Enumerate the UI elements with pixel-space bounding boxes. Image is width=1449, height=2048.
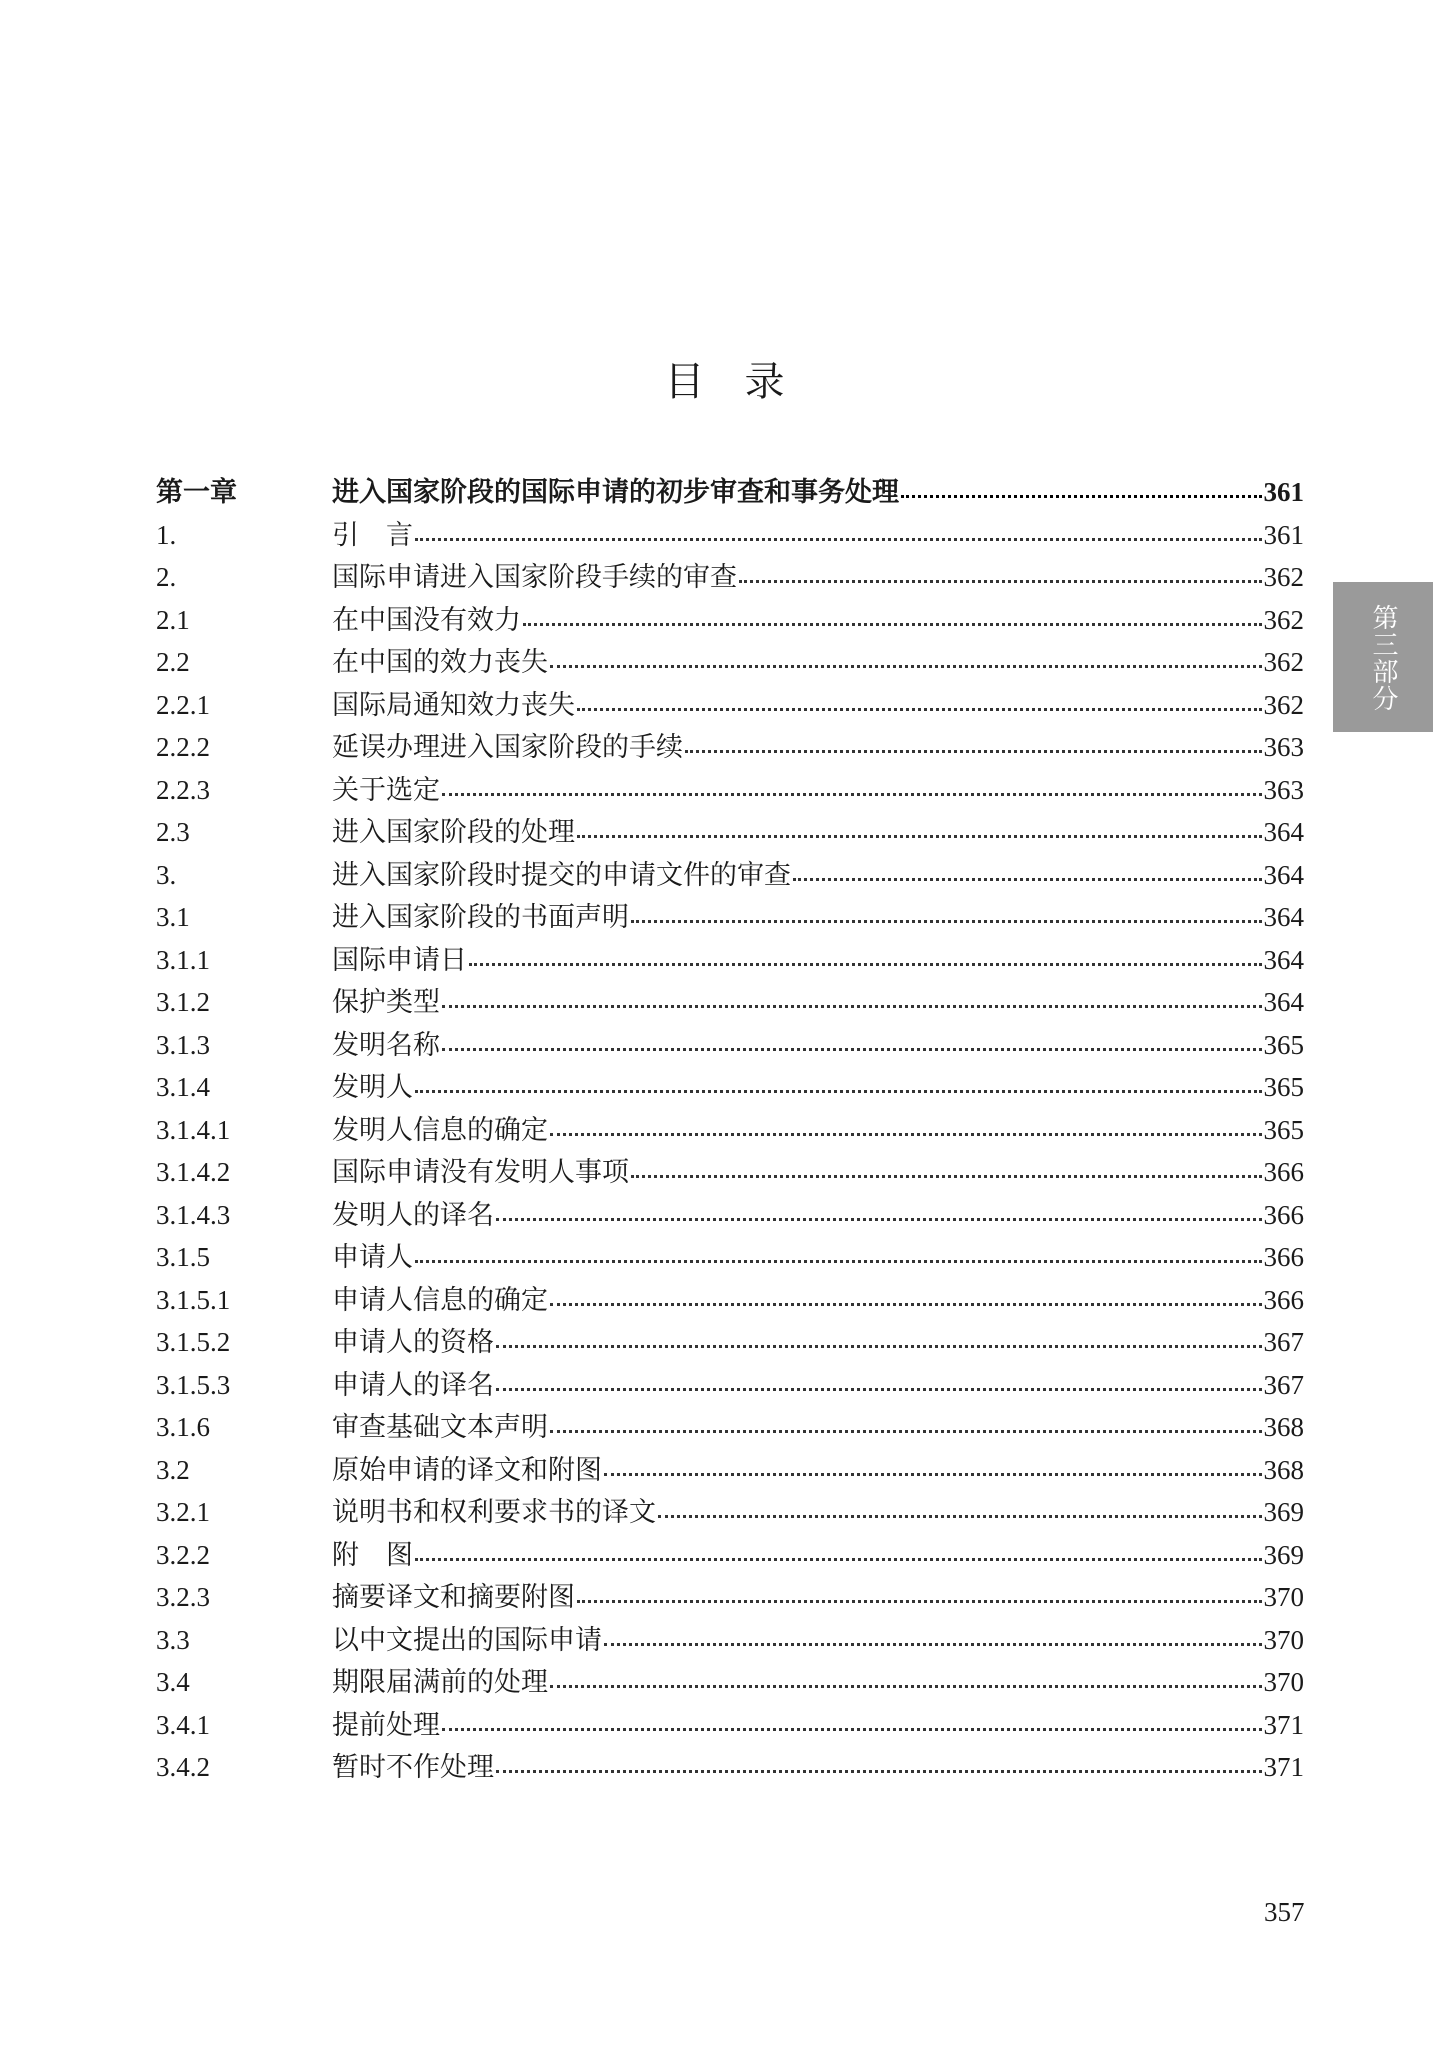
toc-dot-leader <box>901 475 1262 501</box>
toc-section-number: 3.1.5.2 <box>156 1327 231 1357</box>
toc-row[interactable] <box>156 725 1304 768</box>
toc-section-title: 国际局通知效力丧失 <box>332 689 575 721</box>
toc-section-number: 第一章 <box>156 477 237 507</box>
toc-section-number: 3.1.3 <box>156 1029 210 1060</box>
table-of-contents <box>156 470 1304 1788</box>
toc-section-number: 3.2.1 <box>156 1497 210 1527</box>
toc-dot-leader <box>415 1538 1262 1564</box>
toc-page-number: 367 <box>1263 1327 1304 1357</box>
toc-page-number: 370 <box>1263 1582 1304 1612</box>
toc-row[interactable] <box>156 1065 1304 1108</box>
toc-section-title: 发明名称 <box>332 1029 440 1061</box>
toc-dot-leader <box>496 1750 1262 1776</box>
toc-section-title: 审查基础文本声明 <box>332 1412 548 1443</box>
toc-dot-leader <box>415 1240 1262 1266</box>
toc-row[interactable] <box>156 598 1304 641</box>
toc-page-number: 364 <box>1263 987 1304 1017</box>
toc-section-title: 国际申请进入国家阶段手续的审查 <box>332 562 737 593</box>
toc-dot-leader <box>550 645 1262 671</box>
toc-page-number: 361 <box>1263 519 1304 550</box>
toc-dot-leader <box>685 730 1262 756</box>
toc-page-number: 363 <box>1263 732 1304 762</box>
toc-row[interactable] <box>156 1703 1304 1746</box>
toc-row[interactable] <box>156 1023 1304 1066</box>
toc-page-number: 366 <box>1263 1242 1304 1272</box>
toc-section-number: 1. <box>156 519 177 550</box>
toc-page-number: 370 <box>1263 1667 1304 1697</box>
toc-page-number: 365 <box>1263 1114 1304 1145</box>
toc-row[interactable] <box>156 1235 1304 1278</box>
toc-dot-leader <box>442 1708 1262 1734</box>
toc-section-title: 延误办理进入国家阶段的手续 <box>332 732 683 763</box>
toc-row[interactable] <box>156 895 1304 938</box>
toc-section-number: 3.1.5.3 <box>156 1369 231 1400</box>
toc-section-number: 3.1.4.3 <box>156 1199 231 1230</box>
toc-section-number: 3.1.4.1 <box>156 1114 231 1145</box>
toc-dot-leader <box>496 1368 1262 1394</box>
toc-section-title: 发明人 <box>332 1072 413 1103</box>
toc-section-number: 3.1.6 <box>156 1412 210 1442</box>
toc-section-number: 2.3 <box>156 817 190 847</box>
toc-section-title: 国际申请日 <box>332 944 467 976</box>
toc-page-number: 366 <box>1263 1199 1304 1230</box>
toc-dot-leader <box>577 815 1262 841</box>
toc-row[interactable] <box>156 1618 1304 1661</box>
toc-page-number: 371 <box>1263 1752 1304 1782</box>
toc-page-number: 363 <box>1263 774 1304 805</box>
toc-page-number: 365 <box>1263 1072 1304 1102</box>
toc-dot-leader <box>550 1283 1262 1309</box>
toc-page-number: 362 <box>1263 647 1304 677</box>
toc-row[interactable] <box>156 1320 1304 1363</box>
toc-row[interactable] <box>156 810 1304 853</box>
toc-section-number: 3. <box>156 859 177 890</box>
toc-page-number: 364 <box>1263 817 1304 847</box>
toc-section-number: 3.1.5 <box>156 1242 210 1272</box>
section-side-tab <box>1333 582 1433 732</box>
toc-section-title: 摘要译文和摘要附图 <box>332 1582 575 1613</box>
toc-chapter-row[interactable] <box>156 470 1304 513</box>
toc-row[interactable] <box>156 1660 1304 1703</box>
toc-dot-leader <box>496 1325 1262 1351</box>
toc-page-number: 362 <box>1263 689 1304 720</box>
toc-section-title: 申请人 <box>332 1242 413 1273</box>
toc-dot-leader <box>577 688 1262 714</box>
toc-row[interactable] <box>156 1448 1304 1491</box>
toc-dot-leader <box>442 773 1262 799</box>
toc-page-number: 367 <box>1263 1369 1304 1400</box>
toc-section-number: 2.2.3 <box>156 774 210 805</box>
toc-section-number: 2.2 <box>156 647 190 677</box>
toc-section-title: 国际申请没有发明人事项 <box>332 1157 629 1188</box>
toc-dot-leader <box>577 1580 1262 1606</box>
toc-section-title: 在中国的效力丧失 <box>332 647 548 678</box>
toc-row[interactable] <box>156 1575 1304 1618</box>
toc-page-number: 365 <box>1263 1029 1304 1060</box>
toc-page-number: 366 <box>1263 1157 1304 1187</box>
toc-section-title: 申请人信息的确定 <box>332 1284 548 1316</box>
toc-row[interactable] <box>156 640 1304 683</box>
toc-section-title: 关于选定 <box>332 774 440 806</box>
toc-section-title: 进入国家阶段的书面声明 <box>332 902 629 933</box>
toc-page-number: 364 <box>1263 902 1304 932</box>
toc-section-title: 以中文提出的国际申请 <box>332 1624 602 1656</box>
toc-section-title: 原始申请的译文和附图 <box>332 1454 602 1486</box>
toc-section-number: 3.2.3 <box>156 1582 210 1612</box>
toc-page-number: 369 <box>1263 1497 1304 1527</box>
toc-section-number: 3.1.4.2 <box>156 1157 231 1187</box>
toc-page-number: 364 <box>1263 859 1304 890</box>
toc-section-number: 3.4 <box>156 1667 190 1697</box>
toc-row[interactable] <box>156 768 1304 811</box>
toc-row[interactable] <box>156 1278 1304 1321</box>
toc-page-number: 368 <box>1263 1412 1304 1442</box>
toc-section-number: 3.1 <box>156 902 190 932</box>
toc-section-number: 2.2.1 <box>156 689 210 720</box>
toc-section-title: 进入国家阶段的处理 <box>332 817 575 848</box>
toc-dot-leader <box>469 943 1262 969</box>
toc-section-title: 发明人的译名 <box>332 1199 494 1231</box>
toc-section-title: 引 言 <box>332 519 413 551</box>
toc-row[interactable] <box>156 1405 1304 1448</box>
section-side-tab-label: 第三部分 <box>1368 604 1398 712</box>
toc-row[interactable] <box>156 555 1304 598</box>
toc-row[interactable] <box>156 513 1304 556</box>
toc-section-number: 2. <box>156 562 177 592</box>
toc-section-title: 进入国家阶段时提交的申请文件的审查 <box>332 859 791 891</box>
toc-section-title: 暂时不作处理 <box>332 1752 494 1783</box>
toc-section-title: 申请人的资格 <box>332 1327 494 1358</box>
toc-dot-leader <box>550 1665 1262 1691</box>
toc-section-number: 2.2.2 <box>156 732 210 762</box>
toc-section-number: 3.1.2 <box>156 987 210 1017</box>
toc-row[interactable] <box>156 1108 1304 1151</box>
toc-section-title: 发明人信息的确定 <box>332 1114 548 1146</box>
toc-dot-leader <box>550 1113 1262 1139</box>
toc-section-title: 在中国没有效力 <box>332 604 521 636</box>
toc-row[interactable] <box>156 1150 1304 1193</box>
toc-dot-leader <box>631 1155 1262 1181</box>
toc-page-number: 369 <box>1263 1539 1304 1570</box>
toc-section-title: 说明书和权利要求书的译文 <box>332 1497 656 1528</box>
toc-section-number: 3.2.2 <box>156 1539 210 1570</box>
toc-dot-leader <box>442 985 1262 1011</box>
toc-dot-leader <box>604 1453 1262 1479</box>
toc-dot-leader <box>604 1623 1262 1649</box>
toc-section-number: 3.2 <box>156 1454 190 1485</box>
toc-page-number: 371 <box>1263 1709 1304 1740</box>
toc-row[interactable] <box>156 683 1304 726</box>
toc-row[interactable] <box>156 853 1304 896</box>
toc-row[interactable] <box>156 980 1304 1023</box>
toc-row[interactable] <box>156 1490 1304 1533</box>
toc-page-number: 368 <box>1263 1454 1304 1485</box>
toc-section-title: 申请人的译名 <box>332 1369 494 1401</box>
toc-dot-leader <box>523 603 1262 629</box>
toc-page-number: 362 <box>1263 562 1304 592</box>
page-title: 目 录 <box>664 359 785 405</box>
toc-row[interactable] <box>156 938 1304 981</box>
toc-section-title: 附 图 <box>332 1539 413 1571</box>
toc-row[interactable] <box>156 1745 1304 1788</box>
toc-page-number: 364 <box>1263 944 1304 975</box>
toc-section-title: 保护类型 <box>332 987 440 1018</box>
toc-dot-leader <box>739 560 1262 586</box>
toc-dot-leader <box>415 518 1262 544</box>
toc-section-number: 3.4.1 <box>156 1709 210 1740</box>
toc-section-title: 提前处理 <box>332 1709 440 1741</box>
toc-dot-leader <box>442 1028 1262 1054</box>
toc-page-number: 362 <box>1263 604 1304 635</box>
toc-section-number: 3.1.1 <box>156 944 210 975</box>
page-number: 357 <box>1264 1897 1305 1927</box>
toc-dot-leader <box>496 1198 1262 1224</box>
toc-section-number: 3.1.4 <box>156 1072 210 1102</box>
toc-row[interactable] <box>156 1533 1304 1576</box>
toc-dot-leader <box>658 1495 1262 1521</box>
toc-dot-leader <box>550 1410 1262 1436</box>
toc-section-number: 2.1 <box>156 604 190 635</box>
toc-section-number: 3.1.5.1 <box>156 1284 231 1315</box>
toc-dot-leader <box>631 900 1262 926</box>
toc-section-title: 期限届满前的处理 <box>332 1667 548 1698</box>
toc-section-title: 进入国家阶段的国际申请的初步审查和事务处理 <box>332 477 899 508</box>
toc-row[interactable] <box>156 1193 1304 1236</box>
toc-page-number: 361 <box>1263 477 1304 507</box>
toc-row[interactable] <box>156 1363 1304 1406</box>
toc-dot-leader <box>415 1070 1262 1096</box>
toc-page-number: 366 <box>1263 1284 1304 1315</box>
toc-section-number: 3.4.2 <box>156 1752 210 1782</box>
toc-section-number: 3.3 <box>156 1624 190 1655</box>
toc-dot-leader <box>793 858 1262 884</box>
toc-page-number: 370 <box>1263 1624 1304 1655</box>
